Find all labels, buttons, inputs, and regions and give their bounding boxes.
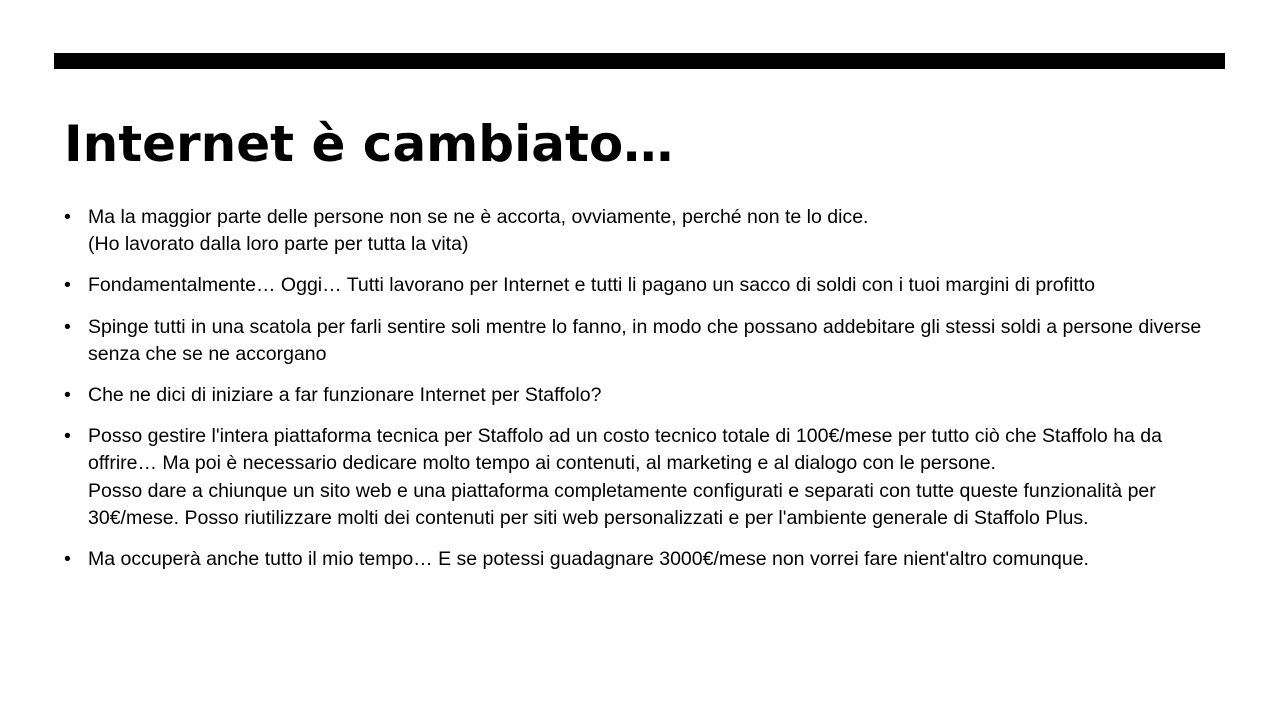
slide-title: Internet è cambiato… (64, 115, 674, 173)
bullet-icon: • (64, 425, 71, 448)
bullet-icon: • (64, 315, 71, 338)
bullet-item (64, 423, 1204, 532)
bullet-icon: • (64, 548, 71, 571)
bullet-text: Spinge tutti in una scatola per farli sentire soli mentre lo fanno, in modo che possano addebitare gli stessi soldi a persone diverse senza che se ne accorgano (88, 315, 1202, 365)
bullet-text: Fondamentalmente… Oggi… Tutti lavorano per Internet e tutti li pagano un sacco di soldi con i tuoi margini di profitto (88, 274, 1095, 297)
title-accent-bar (54, 53, 1225, 69)
bullet-item (64, 314, 1204, 368)
bullet-item (64, 272, 1204, 299)
bullet-text: Posso gestire l'intera piattaforma tecnica per Staffolo ad un costo tecnico totale di 100€/mese per tutto ciò che Staffolo ha da offrire… Ma poi è necessario dedicare molto tempo ai contenuti, al marketing e al dialogo con le persone. (88, 425, 1162, 475)
bullet-text: Ma la maggior parte delle persone non se ne è accorta, ovviamente, perché non te lo dice. (88, 206, 869, 228)
bullet-icon: • (64, 206, 71, 228)
bullet-text: Posso dare a chiunque un sito web e una piattaforma completamente configurati e separati con tutte queste funzionalità per 30€/mese. Posso riutilizzare molti dei contenuti per siti web personalizzati e per l'ambiente generale di Staffolo Plus. (88, 479, 1156, 529)
bullet-icon: • (64, 274, 71, 297)
bullet-list (64, 204, 1204, 587)
bullet-text: (Ho lavorato dalla loro parte per tutta la vita) (88, 233, 469, 256)
bullet-item (64, 204, 1204, 258)
bullet-text: Ma occuperà anche tutto il mio tempo… E se potessi guadagnare 3000€/mese non vorrei fare nient'altro comunque. (88, 548, 1089, 571)
bullet-icon: • (64, 384, 71, 407)
bullet-text: Che ne dici di iniziare a far funzionare Internet per Staffolo? (88, 384, 602, 407)
bullet-item (64, 546, 1204, 573)
bullet-item (64, 382, 1204, 409)
